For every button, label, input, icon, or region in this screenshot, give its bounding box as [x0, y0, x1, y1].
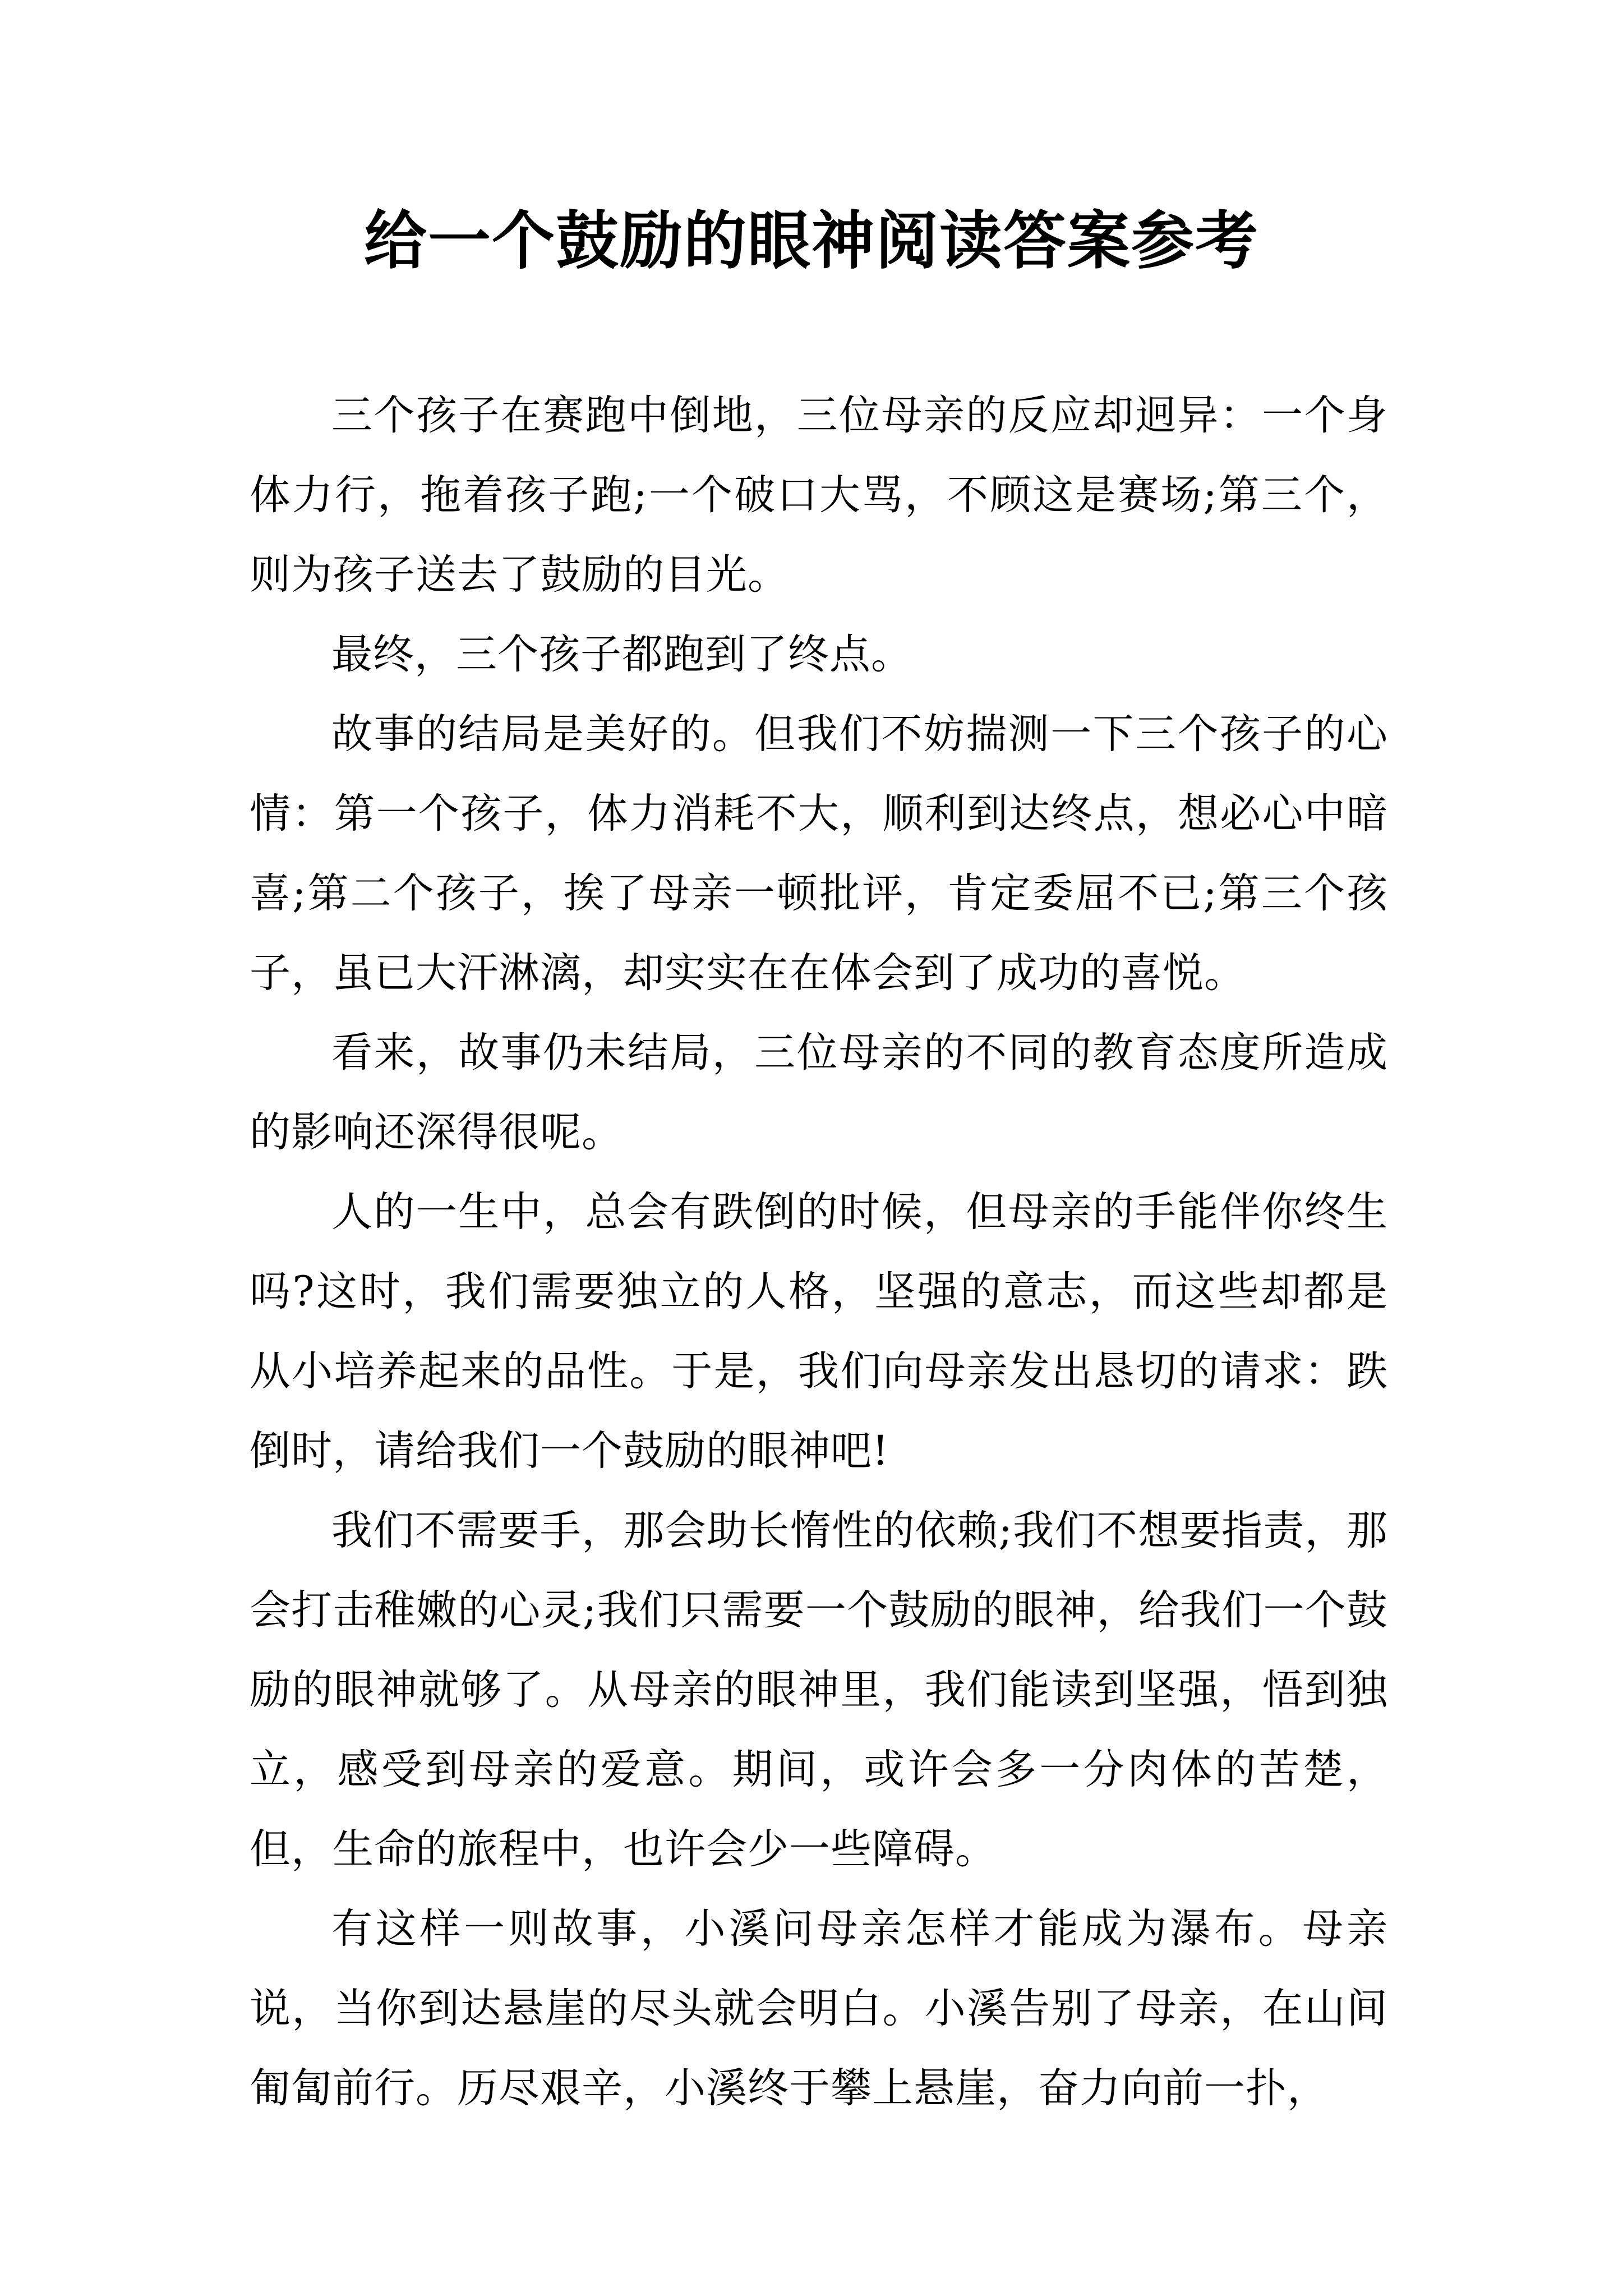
paragraph: 我们不需要手，那会助长惰性的依赖;我们不想要指责，那会打击稚嫩的心灵;我们只需要一个鼓励的眼神，给我们一个鼓励的眼神就够了。从母亲的眼神里，我们能读到坚强，悟到独立，感受到母亲的爱意。期间，或许会多一分肉体的苦楚，但，生命的旅程中，也许会少一些障碍。 — [250, 1507, 1388, 1873]
paragraph: 人的一生中，总会有跌倒的时候，但母亲的手能伴你终生吗?这时，我们需要独立的人格，坚强的意志，而这些却都是从小培养起来的品性。于是，我们向母亲发出恳切的请求：跌倒时，请给我们一个鼓励的眼神吧! — [250, 1188, 1388, 1475]
document-body — [250, 376, 1388, 2128]
paragraph: 有这样一则故事，小溪问母亲怎样才能成为瀑布。母亲说，当你到达悬崖的尽头就会明白。小溪告别了母亲，在山间匍匐前行。历尽艰辛，小溪终于攀上悬崖，奋力向前一扑， — [250, 1905, 1388, 2112]
paragraph: 故事的结局是美好的。但我们不妨揣测一下三个孩子的心情：第一个孩子，体力消耗不大，顺利到达终点，想必心中暗喜;第二个孩子，挨了母亲一顿批评，肯定委屈不已;第三个孩子，虽已大汗淋漓，却实实在在体会到了成功的喜悦。 — [250, 710, 1388, 997]
paragraph: 最终，三个孩子都跑到了终点。 — [331, 631, 912, 678]
paragraph: 看来，故事仍未结局，三位母亲的不同的教育态度所造成的影响还深得很呢。 — [250, 1029, 1388, 1156]
document-title: 给一个鼓励的眼神阅读答案参考 — [364, 204, 1259, 278]
paragraph: 三个孩子在赛跑中倒地，三位母亲的反应却迥异：一个身体力行，拖着孩子跑;一个破口大骂，不顾这是赛场;第三个，则为孩子送去了鼓励的目光。 — [250, 392, 1388, 599]
